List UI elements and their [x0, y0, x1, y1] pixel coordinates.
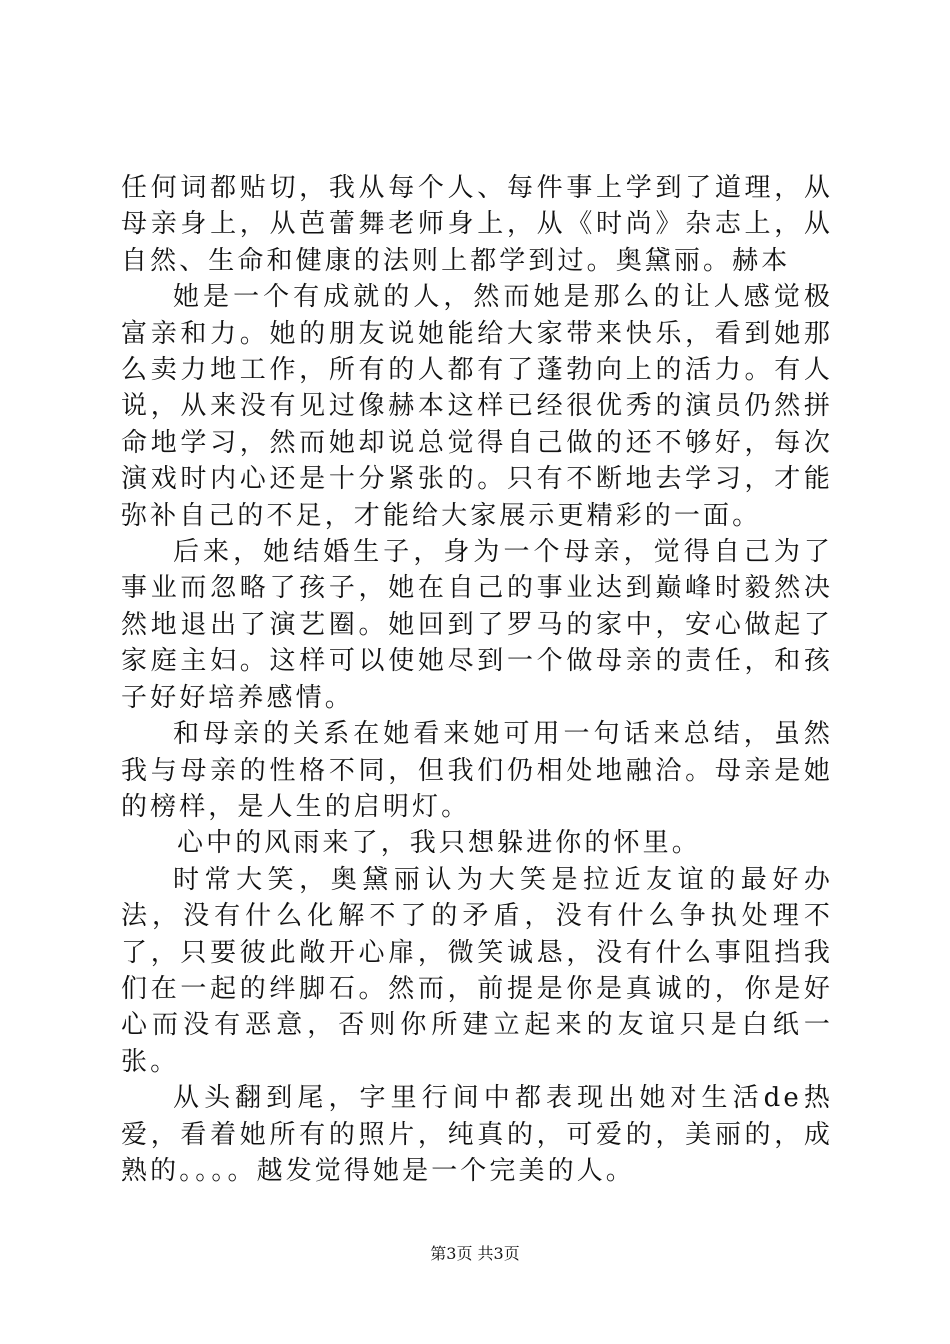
document-body: [121, 170, 833, 1189]
paragraph-1: 任何词都贴切，我从每个人、每件事上学到了道理，从母亲身上，从芭蕾舞老师身上，从《时尚》杂志上，从自然、生命和健康的法则上都学到过。奥黛丽。赫本: [121, 173, 833, 276]
paragraph-6: 时常大笑，奥黛丽认为大笑是拉近友谊的最好办法，没有什么化解不了的矛盾，没有什么争执处理不了，只要彼此敞开心扉，微笑诚恳，没有什么事阻挡我们在一起的绊脚石。然而，前提是你是真诚的，你是好心而没有恶意，否则你所建立起来的友谊只是白纸一张。: [121, 864, 833, 1077]
paragraph-3: 后来，她结婚生子，身为一个母亲，觉得自己为了事业而忽略了孩子，她在自己的事业达到巅峰时毅然决然地退出了演艺圈。她回到了罗马的家中，安心做起了家庭主妇。这样可以使她尽到一个做母亲的责任，和孩子好好培养感情。: [121, 537, 833, 713]
paragraph-7: 从头翻到尾，字里行间中都表现出她对生活de热爱，看着她所有的照片，纯真的，可爱的，美丽的，成熟的。。。。越发觉得她是一个完美的人。: [121, 1083, 833, 1186]
paragraph-5: 心中的风雨来了，我只想躲进你的怀里。: [177, 828, 701, 859]
page-footer: 第3页 共3页: [430, 1244, 520, 1263]
paragraph-2: 她是一个有成就的人，然而她是那么的让人感觉极富亲和力。她的朋友说她能给大家带来快乐，看到她那么卖力地工作，所有的人都有了蓬勃向上的活力。有人说，从来没有见过像赫本这样已经很优秀的演员仍然拼命地学习，然而她却说总觉得自己做的还不够好，每次演戏时内心还是十分紧张的。只有不断地去学习，才能弥补自己的不足，才能给大家展示更精彩的一面。: [121, 282, 833, 531]
paragraph-4: 和母亲的关系在她看来她可用一句话来总结，虽然我与母亲的性格不同，但我们仍相处地融洽。母亲是她的榜样，是人生的启明灯。: [121, 719, 833, 822]
